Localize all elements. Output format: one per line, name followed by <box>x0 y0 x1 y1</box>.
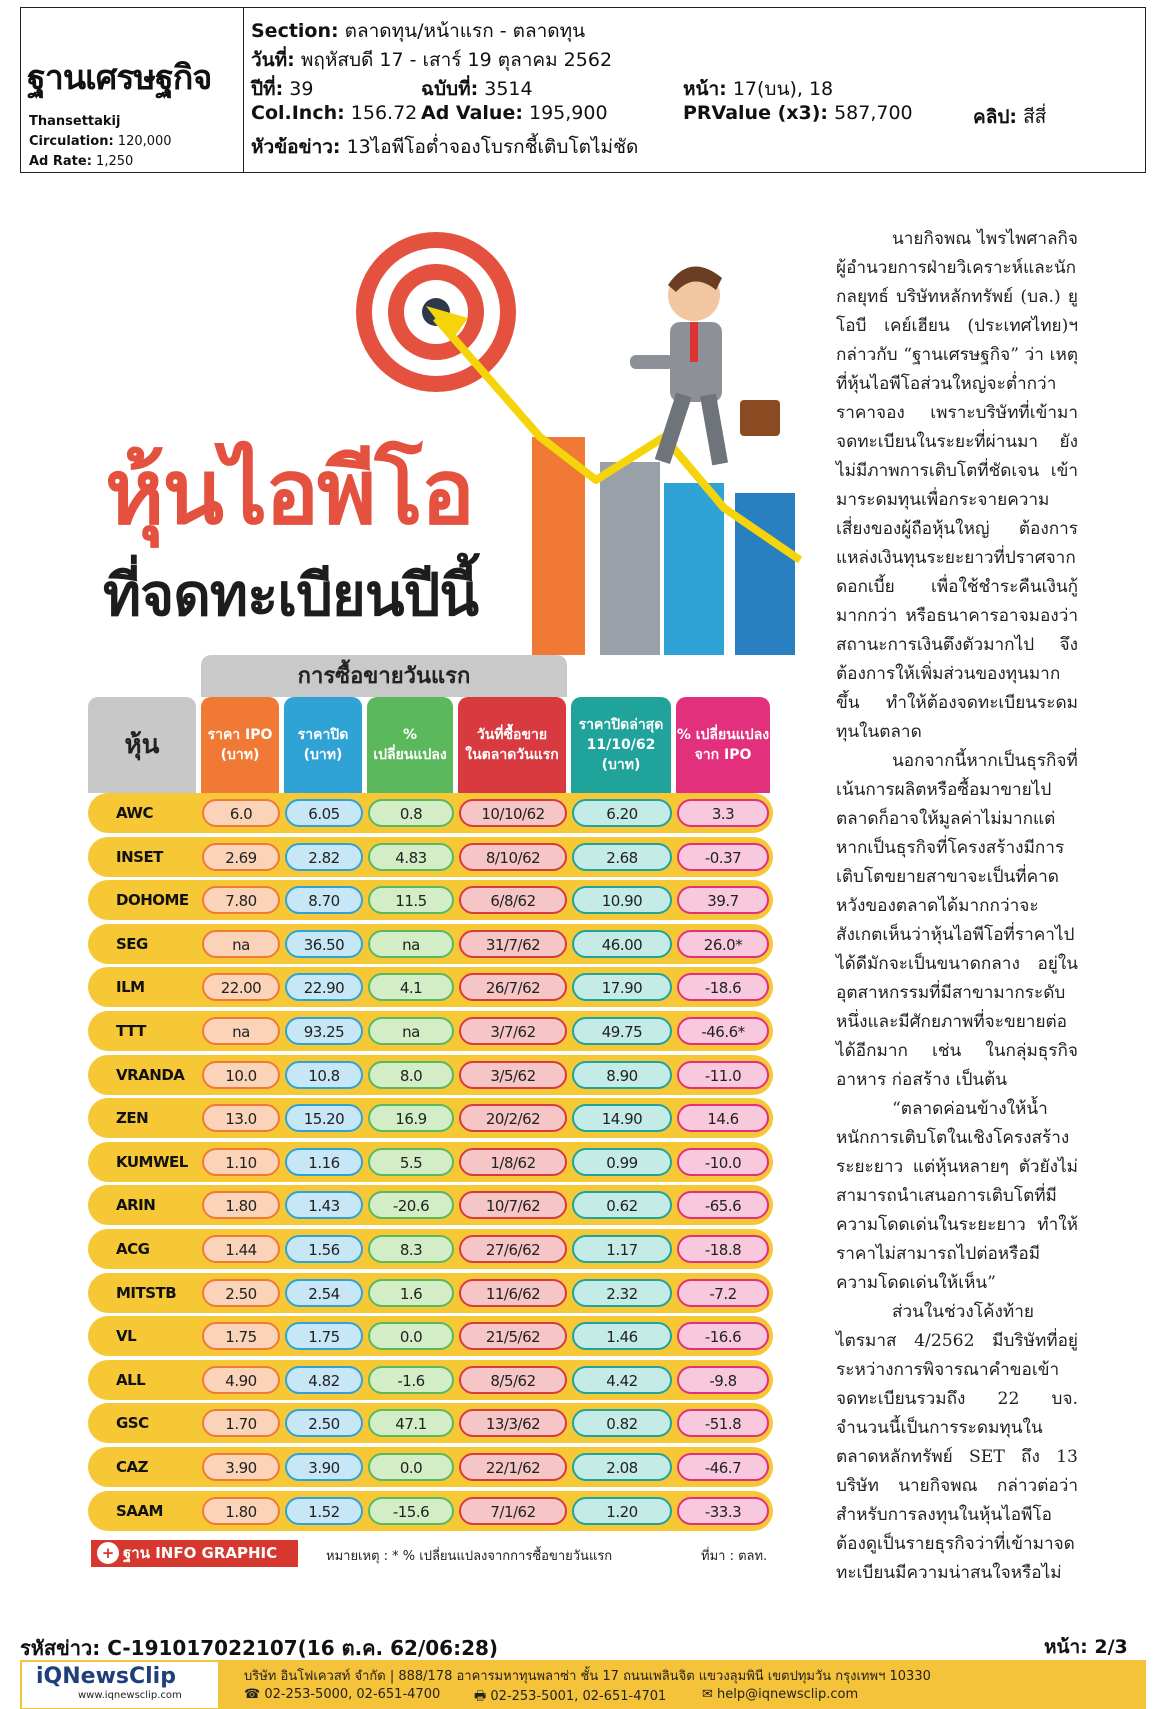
cell-ipo: 10.0 <box>202 1061 280 1089</box>
stock-symbol: KUMWEL <box>116 1152 188 1171</box>
cell-ipo: 13.0 <box>202 1104 280 1132</box>
cell-chg: 8.0 <box>368 1061 454 1089</box>
cell-close: 8.70 <box>285 886 363 914</box>
cell-date: 6/8/62 <box>459 886 567 914</box>
cell-ipo: na <box>202 1017 280 1045</box>
col-inch: Col.Inch: 156.72 <box>251 102 418 124</box>
cell-close: 22.90 <box>285 973 363 1001</box>
cell-close: 10.8 <box>285 1061 363 1089</box>
cell-close: 4.82 <box>285 1366 363 1394</box>
cell-from-ipo: -46.7 <box>677 1453 769 1481</box>
section: Section: ตลาดทุน/หน้าแรก - ตลาดทุน <box>251 20 586 42</box>
stock-symbol: GSC <box>116 1414 149 1433</box>
article-paragraph: “ตลาดค่อนข้างให้น้ำหนักการเติบโตในเชิงโครงสร้างระยะยาว แต่หุ้นหลายๆ ตัวยังไม่สามารถนำเสนอการเติบโตที่มีความโดดเด่นในระยะยาว ทำให้ราคาไม่สามารถไปต่อหรือมีความโดดเด่นให้เห็น” <box>836 1099 1078 1293</box>
cell-ipo: 6.0 <box>202 799 280 827</box>
stock-symbol: TTT <box>116 1022 146 1040</box>
table-row <box>88 1491 773 1531</box>
cell-chg: 0.8 <box>368 799 454 827</box>
cell-date: 1/8/62 <box>459 1148 567 1176</box>
cell-from-ipo: -7.2 <box>677 1279 769 1307</box>
table-row <box>88 1142 773 1182</box>
cell-close: 6.05 <box>285 799 363 827</box>
cell-ipo: 1.80 <box>202 1191 280 1219</box>
stock-symbol: CAZ <box>116 1458 148 1476</box>
cell-latest: 2.68 <box>572 843 672 871</box>
cell-latest: 0.99 <box>572 1148 672 1176</box>
column-header-pct-from-ipo: % เปลี่ยนแปลง จาก IPO <box>676 697 770 793</box>
cell-latest: 10.90 <box>572 886 672 914</box>
cell-chg: 8.3 <box>368 1235 454 1263</box>
cell-date: 27/6/62 <box>459 1235 567 1263</box>
table-row <box>88 837 773 877</box>
table-row <box>88 1273 773 1313</box>
stock-symbol: SEG <box>116 934 148 953</box>
cell-chg: 16.9 <box>368 1104 454 1132</box>
table-row <box>88 1316 773 1356</box>
article-paragraph: นายกิจพณ ไพรไพศาลกิจ ผู้อำนวยการฝ่ายวิเคราะห์และนักกลยุทธ์ บริษัทหลักทรัพย์ (บล.) ยูโอบี เคย์เฮียน (ประเทศไทย)ฯ กล่าวกับ “ฐานเศรษฐกิจ” ว่า เหตุที่หุ้นไอพีโอส่วนใหญ่จะต่ำกว่าราคาจอง เพราะบริษัทที่เข้ามาจดทะเบียนในระยะที่ผ่านมา ยังไม่มีภาพการเติบโตที่ชัดเจน เข้ามาระดมทุนเพื่อกระจายความเสี่ยงของผู้ถือหุ้นใหญ่ ต้องการแหล่งเงินทุนระยะยาวที่ปราศจากดอกเบี้ย เพื่อใช้ชำระคืนเงินกู้มากกว่า หรือธนาคารอาจมองว่าสถานะการเงินตึงตัวมากไป จึงต้องการให้เพิ่มส่วนของทุนมากขึ้น ทำให้ต้องจดทะเบียนระดมทุนในตลาด <box>836 229 1078 742</box>
cell-close: 15.20 <box>285 1104 363 1132</box>
stock-symbol: VRANDA <box>116 1065 185 1084</box>
cell-date: 7/1/62 <box>459 1497 567 1525</box>
column-header-first-trade-date: วันที่ซื้อขาย ในตลาดวันแรก <box>458 697 566 793</box>
cell-from-ipo: 39.7 <box>677 886 769 914</box>
article-paragraph: ส่วนในช่วงโค้งท้ายไตรมาส 4/2562 มีบริษัทที่อยู่ระหว่างการพิจารณาคำขอเข้าจดทะเบียนรวมถึง 22 บจ. จำนวนนี้เป็นการระดมทุนในตลาดหลักทรัพย์ SET ถึง 13 บริษัท นายกิจพณ กล่าวต่อว่า สำหรับการลงทุนในหุ้นไอพีโอต้องดูเป็นรายธุรกิจว่าที่เข้ามาจดทะเบียนมีความน่าสนใจหรือไม่ <box>836 1302 1078 1583</box>
table-row <box>88 1403 773 1443</box>
businessman-icon <box>630 267 780 466</box>
cell-close: 1.16 <box>285 1148 363 1176</box>
cell-latest: 2.08 <box>572 1453 672 1481</box>
stock-symbol: ALL <box>116 1370 146 1389</box>
cell-chg: 4.83 <box>368 843 454 871</box>
cell-latest: 4.42 <box>572 1366 672 1394</box>
cell-from-ipo: -65.6 <box>677 1191 769 1219</box>
table-row <box>88 793 773 833</box>
cell-from-ipo: -0.37 <box>677 843 769 871</box>
year: ปีที่: 39 <box>251 78 314 100</box>
cell-from-ipo: 3.3 <box>677 799 769 827</box>
cell-ipo: 4.90 <box>202 1366 280 1394</box>
circulation: Circulation: 120,000 <box>29 134 172 149</box>
brand-url: www.iqnewsclip.com <box>78 1690 182 1701</box>
cell-ipo: 1.70 <box>202 1409 280 1437</box>
cell-latest: 0.62 <box>572 1191 672 1219</box>
cell-date: 8/5/62 <box>459 1366 567 1394</box>
stock-symbol: ARIN <box>116 1196 156 1215</box>
page-number: หน้า: 2/3 <box>1044 1636 1128 1658</box>
email-link[interactable]: ✉ help@iqnewsclip.com <box>702 1687 859 1702</box>
column-header-pct-change: % เปลี่ยนแปลง <box>367 697 453 793</box>
article-paragraph: นอกจากนี้หากเป็นธุรกิจที่เน้นการผลิตหรือซื้อมาขายไปตลาดก็อาจให้มูลค่าไม่มากแต่หากเป็นธุรกิจที่โครงสร้างมีการเติบโตขยายสาขาจะเป็นที่คาดหวังของตลาดได้มากกว่าจะสังเกตเห็นว่าหุ้นไอพีโอที่ราคาไปได้ดีมักจะเป็นขนาดกลาง อยู่ในอุตสาหกรรมที่มีสาขามากระดับหนึ่งและมีศักยภาพที่จะขยายต่อได้อีกมาก เช่น ในกลุ่มธุรกิจอาหาร ก่อสร้าง เป็นต้น <box>836 751 1078 1090</box>
cell-date: 8/10/62 <box>459 843 567 871</box>
cell-close: 93.25 <box>285 1017 363 1045</box>
iqnewsclip-logo[interactable] <box>22 1662 218 1708</box>
infographic-logo: + ฐาน INFO GRAPHIC <box>91 1540 298 1567</box>
cell-latest: 1.46 <box>572 1322 672 1350</box>
cell-latest: 2.32 <box>572 1279 672 1307</box>
cell-ipo: 1.44 <box>202 1235 280 1263</box>
stock-symbol: MITSTB <box>116 1283 177 1302</box>
cell-chg: na <box>368 930 454 958</box>
cell-from-ipo: 26.0* <box>677 930 769 958</box>
cell-date: 3/5/62 <box>459 1061 567 1089</box>
cell-from-ipo: -10.0 <box>677 1148 769 1176</box>
pr-value: PRValue (x3): 587,700 <box>683 102 913 124</box>
table-row <box>88 924 773 964</box>
cell-date: 10/7/62 <box>459 1191 567 1219</box>
stock-symbol: ZEN <box>116 1109 149 1128</box>
cell-chg: 1.6 <box>368 1279 454 1307</box>
newspaper-masthead: ฐานเศรษฐกิจ <box>27 58 212 98</box>
cell-latest: 49.75 <box>572 1017 672 1045</box>
cell-date: 20/2/62 <box>459 1104 567 1132</box>
stock-symbol: DOHOME <box>116 891 189 910</box>
cell-chg: -15.6 <box>368 1497 454 1525</box>
cell-from-ipo: -46.6* <box>677 1017 769 1045</box>
cell-chg: 0.0 <box>368 1453 454 1481</box>
cell-chg: 4.1 <box>368 973 454 1001</box>
table-source: ที่มา : ตลท. <box>701 1549 768 1564</box>
cell-chg: -1.6 <box>368 1366 454 1394</box>
table-row <box>88 1055 773 1095</box>
cell-date: 31/7/62 <box>459 930 567 958</box>
cell-chg: 0.0 <box>368 1322 454 1350</box>
cell-ipo: 1.75 <box>202 1322 280 1350</box>
column-header-close-price: ราคาปิด (บาท) <box>284 697 362 793</box>
clip-color: คลิป: สีสี่ <box>973 106 1047 128</box>
stock-symbol: ILM <box>116 978 145 997</box>
news-id: รหัสข่าว: C-191017022107(16 ต.ค. 62/06:28) <box>20 1636 499 1660</box>
table-row <box>88 1447 773 1487</box>
cell-ipo: 2.50 <box>202 1279 280 1307</box>
cell-close: 1.56 <box>285 1235 363 1263</box>
table-row <box>88 880 773 920</box>
table-row <box>88 1229 773 1269</box>
infographic-subtitle: ที่จดทะเบียนปีนี้ <box>103 561 479 629</box>
cell-close: 2.54 <box>285 1279 363 1307</box>
cell-ipo: na <box>202 930 280 958</box>
cell-date: 10/10/62 <box>459 799 567 827</box>
stock-symbol: SAAM <box>116 1501 163 1520</box>
page: หน้า: 17(บน), 18 <box>683 78 834 100</box>
cell-close: 36.50 <box>285 930 363 958</box>
cell-chg: na <box>368 1017 454 1045</box>
cell-date: 26/7/62 <box>459 973 567 1001</box>
cell-latest: 0.82 <box>572 1409 672 1437</box>
column-header-ipo-price: ราคา IPO (บาท) <box>201 697 279 793</box>
cell-latest: 17.90 <box>572 973 672 1001</box>
fax-number: 🖶 02-253-5001, 02-651-4701 <box>474 1689 667 1704</box>
table-row <box>88 1360 773 1400</box>
cell-latest: 6.20 <box>572 799 672 827</box>
cell-latest: 1.17 <box>572 1235 672 1263</box>
table-row <box>88 967 773 1007</box>
headline: หัวข้อข่าว: 13ไอพีโอต่ำจองโบรกชี้เติบโตไม่ชัด <box>251 136 639 158</box>
stock-symbol: VL <box>116 1327 137 1346</box>
cell-close: 2.50 <box>285 1409 363 1437</box>
cell-chg: 47.1 <box>368 1409 454 1437</box>
cell-close: 1.75 <box>285 1322 363 1350</box>
cell-chg: -20.6 <box>368 1191 454 1219</box>
cell-chg: 5.5 <box>368 1148 454 1176</box>
column-header-stock: หุ้น <box>88 697 196 793</box>
cell-from-ipo: -18.8 <box>677 1235 769 1263</box>
stock-symbol: INSET <box>116 847 163 866</box>
cell-from-ipo: -33.3 <box>677 1497 769 1525</box>
cell-latest: 46.00 <box>572 930 672 958</box>
cell-close: 1.52 <box>285 1497 363 1525</box>
issue: ฉบับที่: 3514 <box>421 78 533 100</box>
ad-rate: Ad Rate: 1,250 <box>29 154 134 169</box>
infographic-title: หุ้นไอพีโอ <box>105 440 473 545</box>
cell-latest: 14.90 <box>572 1104 672 1132</box>
cell-close: 1.43 <box>285 1191 363 1219</box>
stock-symbol: ACG <box>116 1240 150 1258</box>
cell-ipo: 2.69 <box>202 843 280 871</box>
cell-latest: 8.90 <box>572 1061 672 1089</box>
cell-ipo: 1.80 <box>202 1497 280 1525</box>
cell-date: 3/7/62 <box>459 1017 567 1045</box>
cell-date: 13/3/62 <box>459 1409 567 1437</box>
cell-ipo: 22.00 <box>202 973 280 1001</box>
table-row <box>88 1011 773 1051</box>
cell-date: 22/1/62 <box>459 1453 567 1481</box>
table-row <box>88 1185 773 1225</box>
column-header-latest-close: ราคาปิดล่าสุด 11/10/62 (บาท) <box>571 697 671 793</box>
cell-close: 2.82 <box>285 843 363 871</box>
stock-symbol: AWC <box>116 804 153 822</box>
article-body <box>836 225 1078 1588</box>
publication-date: วันที่: พฤหัสบดี 17 - เสาร์ 19 ตุลาคม 2562 <box>251 49 613 71</box>
cell-from-ipo: -11.0 <box>677 1061 769 1089</box>
cell-from-ipo: -9.8 <box>677 1366 769 1394</box>
table-footnote: หมายเหตุ : * % เปลี่ยนแปลงจากการซื้อขายวันแรก <box>326 1549 613 1564</box>
phone-number: ☎ 02-253-5000, 02-651-4700 <box>244 1687 441 1702</box>
cell-close: 3.90 <box>285 1453 363 1481</box>
cell-ipo: 1.10 <box>202 1148 280 1176</box>
cell-ipo: 7.80 <box>202 886 280 914</box>
cell-from-ipo: -16.6 <box>677 1322 769 1350</box>
group-header-first-day: การซื้อขายวันแรก <box>201 655 567 697</box>
company-address: บริษัท อินโฟเควสท์ จำกัด | 888/178 อาคารมหาทุนพลาซ่า ชั้น 17 ถนนเพลินจิต แขวงลุมพินี เขตปทุมวัน กรุงเทพฯ 10330 <box>244 1669 931 1684</box>
brand-name: iQNewsClip <box>36 1664 176 1689</box>
table-row <box>88 1098 773 1138</box>
ad-value: Ad Value: 195,900 <box>421 102 608 124</box>
cell-from-ipo: 14.6 <box>677 1104 769 1132</box>
cell-chg: 11.5 <box>368 886 454 914</box>
publisher-name: Thansettakij <box>29 114 121 129</box>
cell-from-ipo: -51.8 <box>677 1409 769 1437</box>
cell-latest: 1.20 <box>572 1497 672 1525</box>
cell-date: 21/5/62 <box>459 1322 567 1350</box>
cell-date: 11/6/62 <box>459 1279 567 1307</box>
bar-graph-icon <box>532 437 795 655</box>
cell-ipo: 3.90 <box>202 1453 280 1481</box>
cell-from-ipo: -18.6 <box>677 973 769 1001</box>
